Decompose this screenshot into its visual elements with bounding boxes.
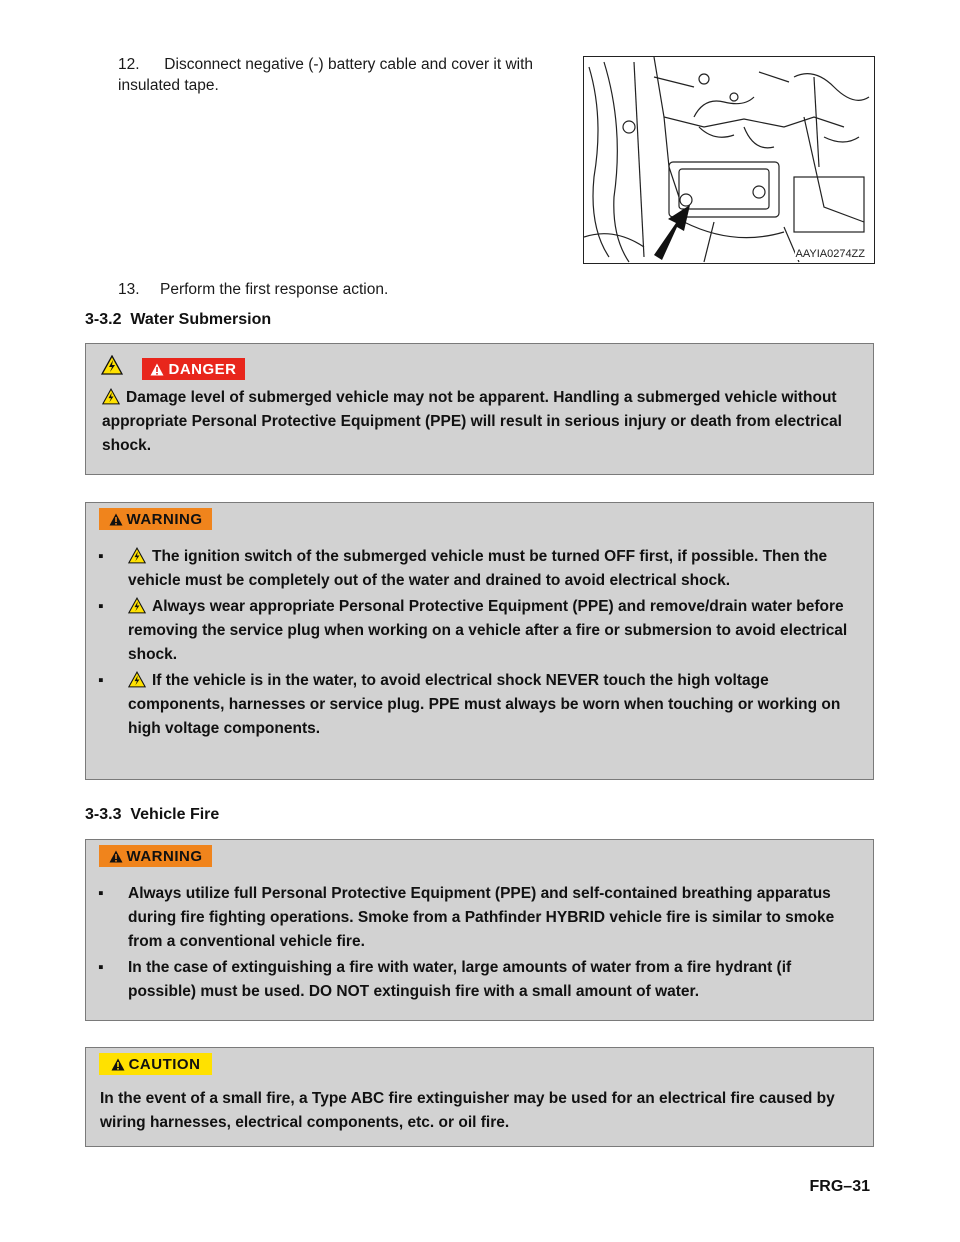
section-heading-water xyxy=(85,311,271,329)
high-voltage-icon xyxy=(101,355,123,375)
list-item xyxy=(98,669,853,741)
page-number: FRG–31 xyxy=(809,1178,870,1195)
caution-box xyxy=(85,1047,874,1147)
warning-list xyxy=(98,545,853,743)
pointer-arrow xyxy=(654,205,690,260)
warning-label: WARNING xyxy=(126,510,203,528)
warning-banner xyxy=(99,508,212,530)
step-text: Disconnect negative (-) battery cable and cover it with insulated tape. xyxy=(118,56,534,94)
warning-item-text: The ignition switch of the submerged vehicle must be turned OFF first, if possible. Then the vehicle must be completely out of the water and drained to avoid electrical shock. xyxy=(128,548,828,589)
section-number: 3-3.2 xyxy=(85,311,122,328)
list-item xyxy=(98,595,853,667)
caution-message: In the event of a small fire, a Type ABC fire extinguisher may be used for an electrical fire caused by wiring harnesses, electrical components, etc. or oil fire. xyxy=(100,1090,835,1131)
step-text: Perform the first response action. xyxy=(160,281,389,298)
high-voltage-icon xyxy=(128,597,146,614)
alert-triangle-icon xyxy=(109,513,123,526)
alert-triangle-icon xyxy=(111,1058,125,1071)
bullet-symbol: ▪ xyxy=(98,885,104,902)
caution-label: CAUTION xyxy=(128,1055,201,1073)
danger-message xyxy=(102,386,852,458)
warning-list xyxy=(98,882,858,1006)
warning-item-text: If the vehicle is in the water, to avoid electrical shock NEVER touch the high voltage components, harnesses or service plug. PPE must always be worn when touching or working on high voltage components. xyxy=(128,672,841,737)
alert-triangle-icon xyxy=(109,850,123,863)
section-heading-fire xyxy=(85,806,219,824)
high-voltage-icon xyxy=(102,388,120,405)
warning-item-text: Always utilize full Personal Protective Equipment (PPE) and self-contained breathing apparatus during fire fighting operations. Smoke from a Pathfinder HYBRID vehicle fire is similar to smoke from a conventional vehicle fire. xyxy=(128,885,835,950)
high-voltage-icon xyxy=(128,547,146,564)
warning-box-submersion xyxy=(85,502,874,780)
battery-figure xyxy=(583,56,875,264)
list-item xyxy=(98,545,853,593)
bullet-symbol: ▪ xyxy=(98,548,104,565)
warning-banner xyxy=(99,845,212,867)
caution-banner xyxy=(99,1053,212,1075)
bullet-symbol: ▪ xyxy=(98,672,104,689)
step-12 xyxy=(118,54,568,96)
bullet-symbol: ▪ xyxy=(98,598,104,615)
step-13 xyxy=(118,279,568,300)
engine-bay-illustration xyxy=(584,57,874,263)
figure-code: AAYIA0274ZZ xyxy=(795,248,865,260)
list-item xyxy=(98,956,858,1004)
danger-text: Damage level of submerged vehicle may not be apparent. Handling a submerged vehicle without appropriate Personal Protective Equipment (PPE) will result in serious injury or death from electrical shock. xyxy=(102,389,842,454)
step-number: 12. xyxy=(118,56,140,73)
danger-label: DANGER xyxy=(168,360,237,378)
section-number: 3-3.3 xyxy=(85,806,122,823)
step-number: 13. xyxy=(118,281,140,298)
warning-item-text: Always wear appropriate Personal Protective Equipment (PPE) and remove/drain water before removing the service plug when working on a vehicle after a fire or submersion to avoid electrical shock. xyxy=(128,598,848,663)
section-title: Vehicle Fire xyxy=(130,806,220,823)
danger-box xyxy=(85,343,874,475)
warning-label: WARNING xyxy=(126,847,203,865)
danger-banner xyxy=(142,358,245,380)
warning-item-text: In the case of extinguishing a fire with water, large amounts of water from a fire hydrant (if possible) must be used. DO NOT extinguish fire with a small amount of water. xyxy=(128,959,792,1000)
alert-triangle-icon xyxy=(150,363,164,376)
section-title: Water Submersion xyxy=(130,311,272,328)
warning-box-fire xyxy=(85,839,874,1021)
high-voltage-icon xyxy=(128,671,146,688)
bullet-symbol: ▪ xyxy=(98,959,104,976)
list-item xyxy=(98,882,858,954)
